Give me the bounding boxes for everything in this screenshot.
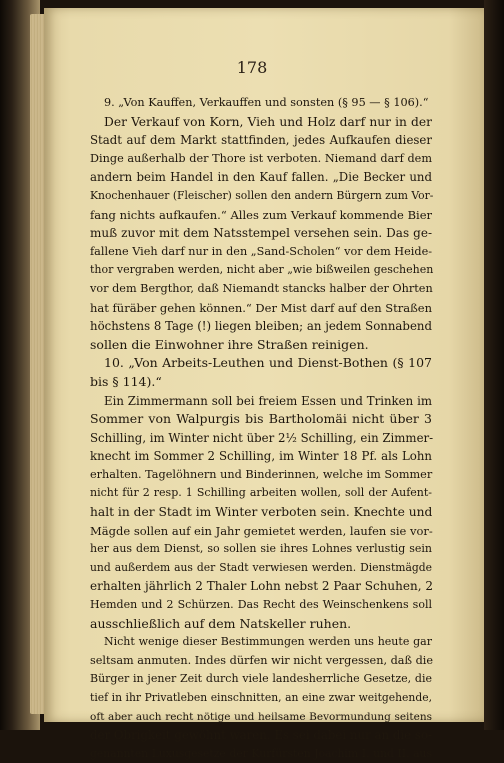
text-line: Sommer von Walpurgis bis Bartholomäi nicht über 3 <box>90 411 432 427</box>
text-line: nicht für 2 resp. 1 Schilling arbeiten wollen, soll der Aufent- <box>90 486 432 500</box>
text-line: 9. „Von Kauffen, Verkauffen und sonsten (§ 95 — § 106).“ <box>104 96 429 109</box>
text-line: knecht im Sommer 2 Schilling, im Winter 18 Pf. als Lohn <box>90 449 432 464</box>
text-line: Knochenhauer (Fleischer) sollen den andern Bürgern zum Vor- <box>90 188 434 202</box>
text-line: her aus dem Dienst, so sollen sie ihres Lohnes verlustig sein <box>90 542 432 556</box>
text-line: der Obrigkeit gewöhnt waren. Es sei dabei nur an die so- <box>90 728 432 743</box>
text-line: fang nichts aufkaufen.“ Alles zum Verkauf kommende Bier <box>90 207 432 222</box>
text-line: Hemden und 2 Schürzen. Das Recht des Weinschenkens soll <box>90 598 432 612</box>
text-line: muß zuvor mit dem Natsstempel versehen sein. Das ge- <box>90 226 432 241</box>
text-line: halt in der Stadt im Winter verboten sein. Knechte und <box>90 505 433 520</box>
text-line: thor vergraben werden, nicht aber „wie bißweilen geschehen <box>90 263 434 277</box>
text-line: hat füräber gehen können.“ Der Mist darf auf den Straßen <box>90 300 433 315</box>
text-line: Schilling, im Winter nicht über 2½ Schilling, ein Zimmer- <box>90 430 434 445</box>
text-line: und außerdem aus der Stadt verwiesen werden. Dienstmägde <box>90 560 432 574</box>
text-line: 10. „Von Arbeits-Leuthen und Dienst-Bothen (§ 107 <box>104 355 432 371</box>
body-text <box>90 94 432 763</box>
text-line: Ein Zimmermann soll bei freiem Essen und Trinken im <box>104 393 432 408</box>
text-line: oft aber auch recht nötige und heilsame Bevormundung seitens <box>90 710 432 723</box>
text-line: Der Verkauf von Korn, Vieh und Holz darf nur in der <box>104 114 432 129</box>
page-number: 178 <box>236 58 268 77</box>
text-line: genannten Luxusgesetze der Kurfürsten Joachim I. und II. aus <box>90 746 432 760</box>
text-line: Dinge außerhalb der Thore ist verboten. Niemand darf dem <box>90 151 432 165</box>
text-line: andern beim Handel in den Kauf fallen. „Die Becker und <box>90 170 432 185</box>
text-line: Bürger in jener Zeit durch viele landesherrliche Gesetze, die <box>90 672 432 686</box>
text-line: erhalten jährlich 2 Thaler Lohn nebst 2 Paar Schuhen, 2 <box>90 579 433 594</box>
text-line: Nicht wenige dieser Bestimmungen werden uns heute gar <box>104 635 432 649</box>
text-line: erhalten. Tagelöhnern und Binderinnen, welche im Sommer <box>90 467 433 481</box>
text-line: sollen die Einwohner ihre Straßen reinigen. <box>90 336 369 352</box>
text-line: ausschließlich auf dem Natskeller ruhen. <box>90 615 352 631</box>
text-line: bis § 114).“ <box>90 373 162 389</box>
text-line: Mägde sollen auf ein Jahr gemietet werden, laufen sie vor- <box>90 523 433 538</box>
text-line: tief in ihr Privatleben einschnitten, an eine zwar weitgehende, <box>90 691 432 704</box>
text-line: fallene Vieh darf nur in den „Sand-Scholen“ vor dem Heide- <box>90 244 433 258</box>
text-line: vor dem Bergthor, daß Niemandt stancks halber der Ohrten <box>90 281 433 295</box>
text-line: Stadt auf dem Markt stattfinden, jedes Aufkaufen dieser <box>90 133 432 148</box>
right-shadow <box>484 0 504 730</box>
text-line: höchstens 8 Tage (!) liegen bleiben; an jedem Sonnabend <box>90 319 432 334</box>
text-line: seltsam anmuten. Indes dürfen wir nicht vergessen, daß die <box>90 653 434 667</box>
